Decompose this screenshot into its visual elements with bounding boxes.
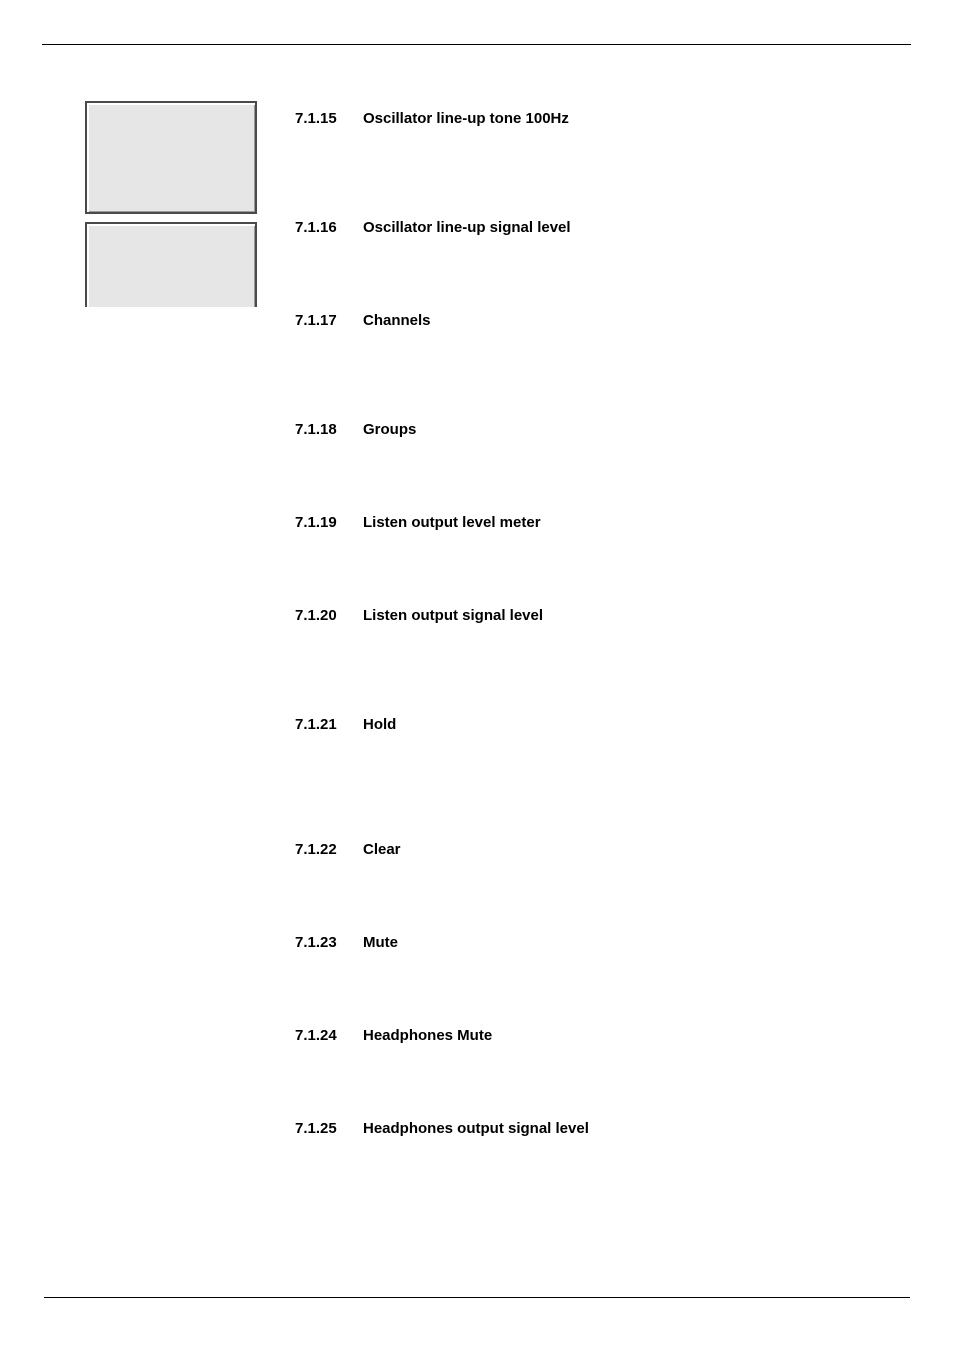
section-number: 7.1.17 bbox=[295, 312, 337, 329]
section-number: 7.1.16 bbox=[295, 219, 337, 236]
section-heading-7-1-20 bbox=[295, 607, 543, 625]
section-title: Headphones output signal level bbox=[363, 1120, 589, 1137]
section-heading-7-1-17 bbox=[295, 312, 431, 330]
section-title: Channels bbox=[363, 312, 431, 329]
section-number: 7.1.22 bbox=[295, 841, 337, 858]
section-heading-7-1-21 bbox=[295, 716, 396, 734]
section-heading-7-1-19 bbox=[295, 514, 541, 532]
section-number: 7.1.25 bbox=[295, 1120, 337, 1137]
section-heading-7-1-15 bbox=[295, 110, 569, 128]
section-heading-7-1-25 bbox=[295, 1120, 589, 1138]
section-heading-7-1-18 bbox=[295, 421, 416, 439]
section-title: Mute bbox=[363, 934, 398, 951]
section-number: 7.1.15 bbox=[295, 110, 337, 127]
display-panel-top bbox=[85, 101, 257, 214]
section-title: Clear bbox=[363, 841, 401, 858]
section-title: Groups bbox=[363, 421, 417, 438]
section-title: Oscillator line-up tone 100Hz bbox=[363, 110, 569, 127]
section-number: 7.1.21 bbox=[295, 716, 337, 733]
section-number: 7.1.20 bbox=[295, 607, 337, 624]
section-title: Oscillator line-up signal level bbox=[363, 219, 571, 236]
section-number: 7.1.24 bbox=[295, 1027, 337, 1044]
footer-rule bbox=[44, 1297, 910, 1298]
section-heading-7-1-23 bbox=[295, 934, 398, 952]
section-number: 7.1.18 bbox=[295, 421, 337, 438]
section-heading-7-1-24 bbox=[295, 1027, 492, 1045]
display-panel-bottom bbox=[85, 222, 257, 307]
section-heading-7-1-16 bbox=[295, 219, 571, 237]
section-title: Listen output level meter bbox=[363, 514, 541, 531]
section-title: Headphones Mute bbox=[363, 1027, 493, 1044]
section-number: 7.1.19 bbox=[295, 514, 337, 531]
section-title: Listen output signal level bbox=[363, 607, 544, 624]
section-title: Hold bbox=[363, 716, 397, 733]
section-number: 7.1.23 bbox=[295, 934, 337, 951]
header-rule bbox=[42, 44, 911, 45]
section-heading-7-1-22 bbox=[295, 841, 401, 859]
